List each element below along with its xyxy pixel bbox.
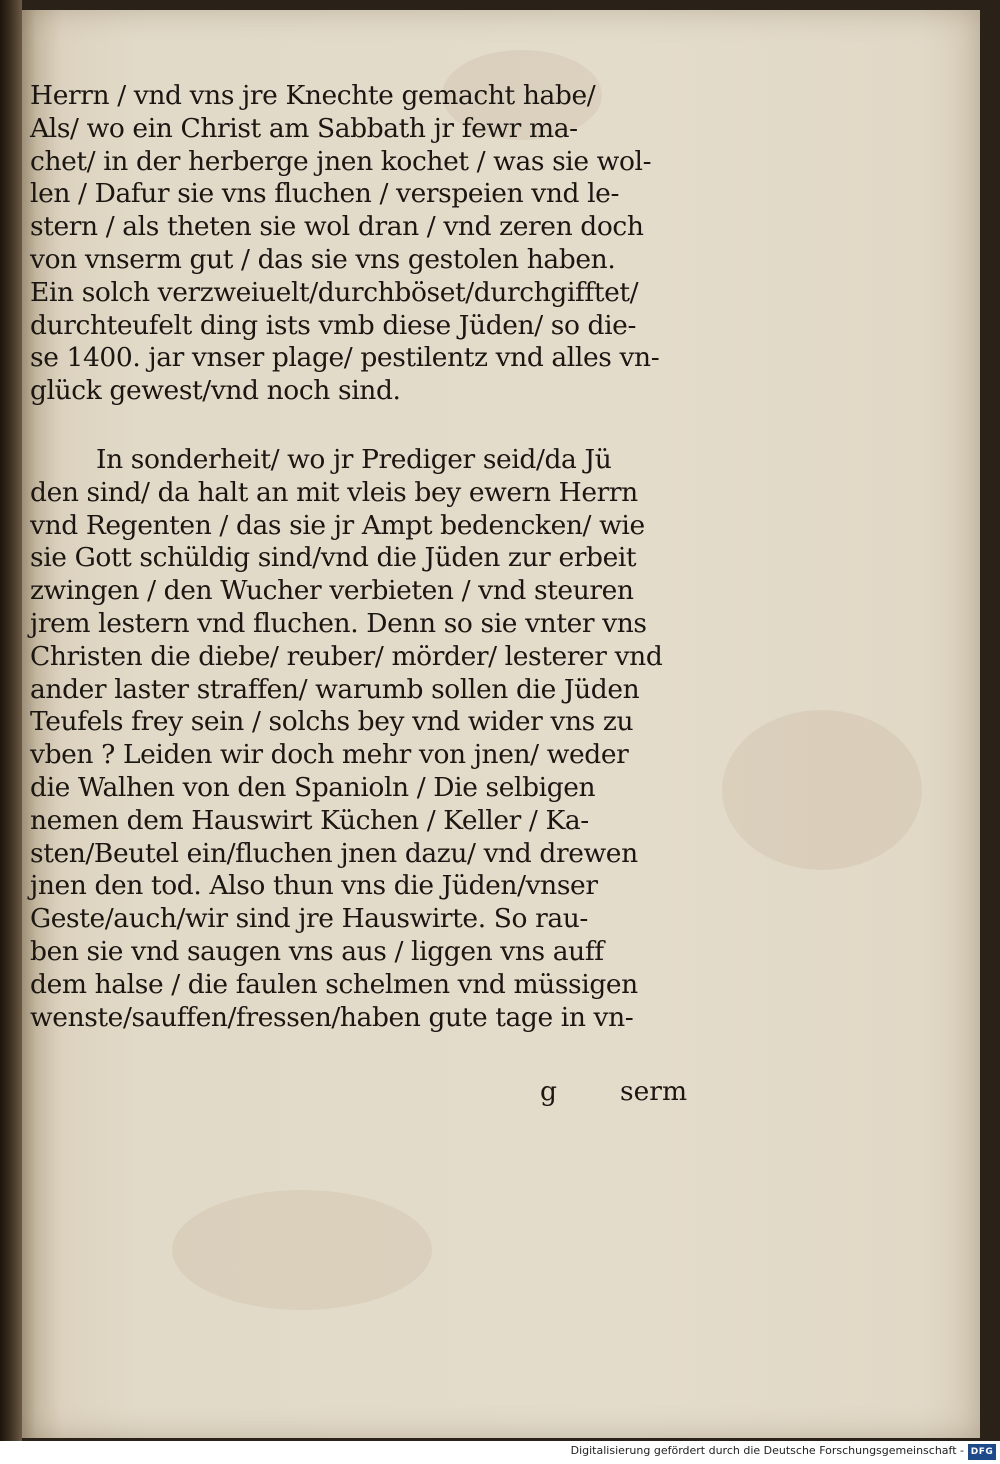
text-line: sten/Beutel ein/fluchen jnen dazu/ vnd drewen [30,837,638,869]
paper-stain [172,1190,432,1310]
text-line: die Walhen von den Spanioln / Die selbigen [30,771,596,803]
text-line: vnd Regenten / das sie jr Ampt bedencken/ wie [30,509,645,541]
text-line: se 1400. jar vnser plage/ pestilentz vnd alles vn- [30,342,660,374]
text-line: durchteufelt ding ists vmb diese Jüden/ so die- [30,309,637,341]
page-footer [30,1076,710,1116]
funding-credit: Digitalisierung gefördert durch die Deutsche Forschungsgemeinschaft - [570,1444,964,1457]
text-line: nemen dem Hauswirt Küchen / Keller / Ka- [30,804,589,836]
text-line: zwingen / den Wucher verbieten / vnd steuren [30,575,634,607]
text-line: wenste/sauffen/fressen/haben gute tage in vn- [30,1001,634,1033]
text-line: Als/ wo ein Christ am Sabbath jr fewr ma- [30,112,578,144]
text-line: Teufels frey sein / solchs bey vnd wider vns zu [30,706,634,738]
paragraph-1 [30,80,710,408]
text-line: Christen die diebe/ reuber/ mörder/ lesterer vnd [30,640,663,672]
signature-mark: g [540,1076,557,1107]
text-line: len / Dafur sie vns fluchen / verspeien vnd le- [30,178,619,210]
paragraph-2 [30,444,710,1034]
text-line: vben ? Leiden wir doch mehr von jnen/ weder [30,739,629,771]
body-text [30,80,710,1034]
text-line: von vnserm gut / das sie vns gestolen haben. [30,243,616,275]
catchword: serm [620,1076,688,1107]
text-line: stern / als theten sie wol dran / vnd zeren doch [30,211,644,243]
text-line: Herrn / vnd vns jre Knechte gemacht habe/ [30,80,596,111]
text-line: den sind/ da halt an mit vleis bey ewern Herrn [30,476,638,508]
text-line: chet/ in der herberge jnen kochet / was sie wol- [30,145,652,177]
paragraph-gap [30,408,710,444]
binding-edge [0,0,22,1441]
text-line: Geste/auch/wir sind jre Hauswirte. So rau- [30,903,588,935]
text-line: In sonderheit/ wo jr Prediger seid/da Jü [96,443,612,475]
paper-stain [722,710,922,870]
credit-bar [0,1441,1000,1464]
text-line: ander laster straffen/ warumb sollen die Jüden [30,673,640,705]
text-line: dem halse / die faulen schelmen vnd müssigen [30,968,638,1000]
text-line: ben sie vnd saugen vns aus / liggen vns auff [30,935,604,967]
dfg-logo-icon: DFG [968,1444,996,1460]
text-line: glück gewest/vnd noch sind. [30,375,401,407]
text-line: jrem lestern vnd fluchen. Denn so sie vnter vns [30,607,647,639]
text-line: jnen den tod. Also thun vns die Jüden/vnser [30,870,598,902]
text-line: sie Gott schüldig sind/vnd die Jüden zur erbeit [30,542,637,574]
text-line: Ein solch verzweiuelt/durchböset/durchgifftet/ [30,276,639,308]
